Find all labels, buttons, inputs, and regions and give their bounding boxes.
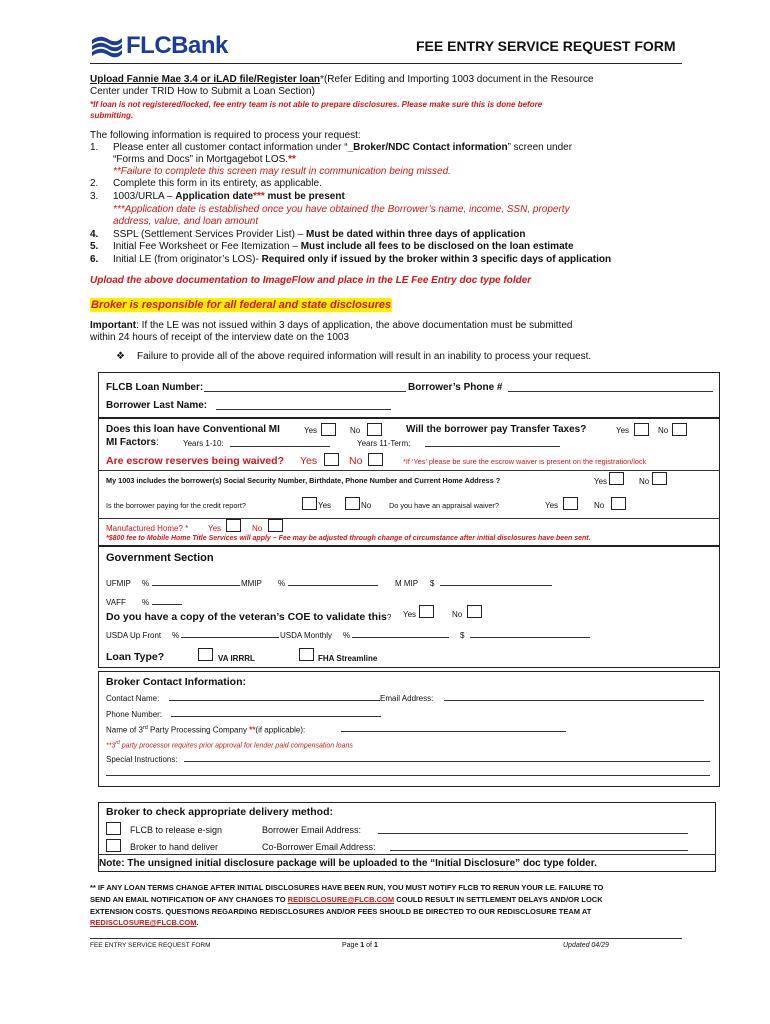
third-note-sup: rd bbox=[115, 740, 120, 746]
hand-deliver-label: Broker to hand deliver bbox=[130, 842, 219, 852]
bullet-icon: ❖ bbox=[116, 351, 125, 362]
includes-1003-no: No bbox=[639, 477, 650, 486]
esign-checkbox[interactable] bbox=[106, 822, 121, 835]
borrower-last-label: Borrower Last Name: bbox=[106, 400, 208, 411]
flag-icon bbox=[90, 34, 124, 58]
loan-number-field[interactable] bbox=[204, 383, 406, 392]
borrower-last-field[interactable] bbox=[216, 401, 391, 410]
years-1-10-label: Years 1-10: bbox=[183, 439, 224, 448]
form-title: FEE ENTRY SERVICE REQUEST FORM bbox=[416, 38, 676, 54]
borrower-phone-label: Borrower’s Phone # bbox=[408, 382, 503, 393]
transfer-taxes-yes-checkbox[interactable] bbox=[634, 423, 649, 436]
mmip-label: MMIP bbox=[241, 579, 262, 588]
usda-monthly-field[interactable] bbox=[352, 631, 449, 638]
appraisal-yes: Yes bbox=[545, 501, 559, 510]
third-party-label: Name of 3 bbox=[106, 725, 143, 735]
third-note-b: party processor requires prior approval for lender paid compensation loans bbox=[119, 742, 353, 750]
phone-label: Phone Number: bbox=[106, 710, 163, 719]
transfer-taxes-no: No bbox=[658, 426, 669, 435]
coe-no-checkbox[interactable] bbox=[467, 605, 482, 618]
loan-type-label: Loan Type? bbox=[106, 651, 165, 663]
escrow-no: No bbox=[349, 455, 363, 467]
footer-page-of: of bbox=[364, 942, 374, 949]
contact-name-label: Contact Name: bbox=[106, 694, 160, 703]
ufmip-field[interactable] bbox=[152, 579, 240, 586]
upload-warn2: submitting. bbox=[90, 111, 134, 120]
item5-a: Initial Fee Worksheet or Fee Itemization – bbox=[113, 241, 301, 252]
item1-b: _Broker/NDC Contact information bbox=[347, 142, 508, 153]
vaff-label: VAFF bbox=[106, 598, 126, 607]
usda-monthly-label: USDA Monthly bbox=[280, 631, 333, 640]
manufactured-yes: Yes bbox=[208, 524, 222, 533]
notice-line1: ** IF ANY LOAN TERMS CHANGE AFTER INITIAL DISCLOSURES HAVE BEEN RUN, YOU MUST NOTIFY FLCB TO RERUN YOUR LE. FAILURE TO bbox=[90, 883, 604, 892]
mmip-dollar-sign: $ bbox=[430, 579, 435, 588]
item3-a: 1003/URLA – bbox=[113, 191, 176, 202]
appraisal-no: No bbox=[594, 501, 605, 510]
coe-q: ? bbox=[386, 613, 392, 622]
logo-text: FLCBank bbox=[126, 32, 228, 59]
important-text1: : If the LE was not issued within 3 days of application, the above documentation must be submitted bbox=[136, 320, 573, 331]
conventional-mi-yes: Yes bbox=[304, 426, 318, 435]
conventional-mi-label: Does this loan have Conventional MI bbox=[106, 424, 280, 435]
item3-d: must be present bbox=[264, 191, 345, 202]
upload-warn1: *If loan is not registered/locked, fee entry team is not able to prepare disclosures. Please make sure this is done before bbox=[90, 100, 543, 109]
manufactured-no-checkbox[interactable] bbox=[268, 519, 283, 532]
item5-num: 5. bbox=[90, 241, 99, 252]
broker-contact-title: Broker Contact Information: bbox=[106, 676, 247, 688]
mi-factors-colon: : bbox=[156, 437, 159, 448]
notice-line4b: . bbox=[196, 918, 199, 927]
required-intro: The following information is required to process your request: bbox=[90, 130, 361, 141]
credit-report-no-checkbox[interactable] bbox=[345, 497, 360, 510]
upload-label: Upload Fannie Mae 3.4 or iLAD file/Register loan bbox=[90, 74, 321, 85]
conventional-mi-yes-checkbox[interactable] bbox=[321, 423, 336, 436]
escrow-note: *If ‘Yes’ please be sure the escrow waiver is present on the registration/lock bbox=[403, 457, 647, 466]
item6-num: 6. bbox=[90, 254, 99, 265]
escrow-label: Are escrow reserves being waived? bbox=[106, 455, 285, 467]
transfer-taxes-label: Will the borrower pay Transfer Taxes? bbox=[406, 424, 587, 435]
item3-warn1: ***Application date is established once you have obtained the Borrower’s name, income, SSN, property bbox=[113, 204, 570, 215]
fha-streamline-checkbox[interactable] bbox=[299, 648, 314, 661]
third-party-label-c: ** bbox=[249, 725, 256, 735]
mmip-dollar-field[interactable] bbox=[440, 579, 552, 586]
transfer-taxes-yes: Yes bbox=[616, 426, 630, 435]
third-party-label-d: (if applicable): bbox=[255, 725, 306, 735]
escrow-no-checkbox[interactable] bbox=[368, 453, 383, 466]
borrower-email-label: Borrower Email Address: bbox=[262, 825, 362, 835]
broker-responsible: Broker is responsible for all federal and state disclosures bbox=[91, 299, 392, 311]
item2-text: Complete this form in its entirety, as applicable. bbox=[113, 178, 322, 189]
usda-front-pct: % bbox=[172, 631, 180, 640]
footer-page-a: Page bbox=[342, 942, 361, 949]
contact-name-field[interactable] bbox=[169, 694, 380, 701]
mmip-pct: % bbox=[278, 579, 286, 588]
notice-line3: EXTENSION COSTS. QUESTIONS REGARDING REDISCLOSURES AND/OR FEES SHOULD BE DIRECTED TO OUR REDISCLOSURE TEAM AT bbox=[90, 907, 592, 916]
includes-1003-no-checkbox[interactable] bbox=[652, 472, 667, 485]
years-11-field[interactable] bbox=[425, 440, 560, 447]
flcbank-logo bbox=[90, 32, 260, 60]
item4-a: SSPL (Settlement Services Provider List) – bbox=[113, 229, 307, 240]
va-irrrl-checkbox[interactable] bbox=[198, 648, 213, 661]
coborrower-email-label: Co-Borrower Email Address: bbox=[262, 842, 376, 852]
notice-line2a: SEND AN EMAIL NOTIFICATION OF ANY CHANGES TO bbox=[90, 895, 288, 904]
manufactured-yes-checkbox[interactable] bbox=[226, 519, 241, 532]
notice-line2b: COULD RESULT IN SETTLEMENT DELAYS AND/OR LOCK bbox=[394, 895, 603, 904]
third-note: **3 bbox=[106, 742, 116, 750]
fha-streamline-label: FHA Streamline bbox=[318, 654, 378, 663]
years-11-label: Years 11-Term: bbox=[357, 439, 411, 448]
important-text2: within 24 hours of receipt of the interview date on the 1003 bbox=[90, 332, 350, 343]
special-instructions-field-2[interactable] bbox=[106, 769, 710, 776]
upload-text1: *(Refer Editing and Importing 1003 document in the Resource bbox=[320, 74, 594, 85]
item3-b: Application date bbox=[175, 191, 254, 202]
escrow-yes: Yes bbox=[300, 455, 318, 467]
mi-divider-2 bbox=[98, 518, 720, 519]
includes-1003-yes-checkbox[interactable] bbox=[609, 472, 624, 485]
appraisal-no-checkbox[interactable] bbox=[611, 497, 626, 510]
item2-num: 2. bbox=[90, 178, 99, 189]
coborrower-email-field[interactable] bbox=[390, 842, 688, 851]
upload-text2: Center under TRID How to Submit a Loan Section) bbox=[90, 86, 315, 97]
third-party-sup: rd bbox=[142, 725, 148, 731]
vaff-field[interactable] bbox=[152, 598, 182, 605]
footer-updated: Updated 04/29 bbox=[563, 942, 609, 949]
credit-report-yes-checkbox[interactable] bbox=[302, 497, 317, 510]
mmip-dollar-label: M MIP bbox=[395, 579, 419, 588]
manufactured-note: *$800 fee to Mobile Home Title Services will apply – Fee may be adjusted through change of circumstance after initial disclosures have been sent. bbox=[106, 535, 591, 542]
transfer-taxes-no-checkbox[interactable] bbox=[672, 423, 687, 436]
item6-a: Initial LE (from originator’s LOS)- bbox=[113, 254, 262, 265]
vaff-pct: % bbox=[142, 598, 150, 607]
failure-text: Failure to provide all of the above required information will result in an inability to process your request. bbox=[137, 351, 592, 362]
item6-b: Required only if issued by the broker within 3 specific days of application bbox=[261, 254, 612, 265]
item1-num: 1. bbox=[90, 142, 99, 153]
item1-warn: **Failure to complete this screen may result in communication being missed. bbox=[113, 166, 451, 177]
upload-imageflow: Upload the above documentation to ImageFlow and place in the LE Fee Entry doc type folder bbox=[90, 275, 532, 286]
conventional-mi-no-checkbox[interactable] bbox=[367, 423, 382, 436]
footer-page-total: 1 bbox=[373, 942, 378, 949]
usda-front-label: USDA Up Front bbox=[106, 631, 162, 640]
usda-dollar-field[interactable] bbox=[470, 631, 590, 638]
third-party-label-b: Party Processing Company bbox=[147, 725, 250, 735]
conventional-mi-no: No bbox=[350, 426, 361, 435]
item4-num: 4. bbox=[90, 229, 99, 240]
item1-e: ** bbox=[288, 154, 296, 165]
email-label: Email Address: bbox=[380, 694, 434, 703]
item5-b: Must include all fees to be disclosed on the loan estimate bbox=[300, 241, 574, 252]
email-field[interactable] bbox=[444, 694, 704, 701]
special-instructions-label: Special Instructions: bbox=[106, 755, 178, 764]
important-label: Important bbox=[90, 320, 137, 331]
manufactured-no: No bbox=[252, 524, 263, 533]
escrow-yes-checkbox[interactable] bbox=[324, 453, 339, 466]
third-party-field[interactable] bbox=[341, 725, 566, 732]
coe-no: No bbox=[452, 610, 463, 619]
appraisal-yes-checkbox[interactable] bbox=[563, 497, 578, 510]
coe-yes: Yes bbox=[403, 610, 417, 619]
item3-c: *** bbox=[253, 191, 265, 202]
ufmip-label: UFMIP bbox=[106, 579, 131, 588]
years-1-10-field[interactable] bbox=[230, 440, 330, 447]
credit-report-no: No bbox=[361, 501, 372, 510]
credit-report-yes: Yes bbox=[318, 501, 332, 510]
borrower-email-field[interactable] bbox=[378, 825, 688, 834]
ufmip-pct: % bbox=[142, 579, 150, 588]
footer-page-num: 1 bbox=[360, 942, 365, 949]
government-title: Government Section bbox=[106, 552, 214, 564]
footer-divider bbox=[90, 938, 682, 939]
item3-warn2: address, value, and loan amount bbox=[113, 216, 259, 227]
loan-info-box bbox=[98, 372, 720, 418]
includes-1003-label: My 1003 includes the borrower(s) Social Security Number, Birthdate, Phone Number and Current Home Address ? bbox=[106, 476, 501, 485]
coe-yes-checkbox[interactable] bbox=[419, 605, 434, 618]
loan-number-label: FLCB Loan Number: bbox=[106, 382, 204, 393]
mi-divider-1 bbox=[98, 470, 720, 471]
usda-dollar-sign: $ bbox=[460, 631, 465, 640]
item3-num: 3. bbox=[90, 191, 99, 202]
credit-report-label: Is the borrower paying for the credit report? bbox=[106, 501, 246, 510]
usda-front-field[interactable] bbox=[181, 631, 279, 638]
item1-c: ” screen under bbox=[507, 142, 573, 153]
coe-label: Do you have a copy of the veteran’s COE to validate this bbox=[106, 611, 387, 623]
hand-deliver-checkbox[interactable] bbox=[106, 839, 121, 852]
includes-1003-yes: Yes bbox=[594, 477, 608, 486]
phone-field[interactable] bbox=[171, 710, 381, 717]
special-instructions-field[interactable] bbox=[184, 755, 710, 762]
mi-factors-label: MI Factors bbox=[106, 437, 157, 448]
delivery-note: Note: The unsigned initial disclosure package will be uploaded to the “Initial Disclosure” doc type folder. bbox=[99, 858, 597, 869]
mmip-field[interactable] bbox=[288, 579, 378, 586]
item1-a: Please enter all customer contact information under “ bbox=[113, 142, 348, 153]
va-irrrl-label: VA IRRRL bbox=[218, 654, 255, 663]
redisclosure-link-1[interactable]: REDISCLOSURE@FLCB.COM bbox=[287, 895, 395, 904]
usda-monthly-pct: % bbox=[343, 631, 351, 640]
appraisal-label: Do you have an appraisal waiver? bbox=[389, 501, 499, 510]
esign-label: FLCB to release e-sign bbox=[130, 825, 223, 835]
manufactured-label: Manufactured Home? * bbox=[106, 524, 189, 533]
delivery-title: Broker to check appropriate delivery method: bbox=[106, 806, 333, 818]
item4-b: Must be dated within three days of application bbox=[306, 229, 526, 240]
item1-d: “Forms and Docs” in Mortgagebot LOS. bbox=[113, 154, 289, 165]
footer-left: FEE ENTRY SERVICE REQUEST FORM bbox=[90, 942, 211, 949]
title-divider bbox=[90, 63, 682, 64]
delivery-divider bbox=[98, 854, 716, 855]
redisclosure-link-2[interactable]: REDISCLOSURE@FLCB.COM bbox=[90, 918, 197, 927]
borrower-phone-field[interactable] bbox=[508, 383, 713, 392]
